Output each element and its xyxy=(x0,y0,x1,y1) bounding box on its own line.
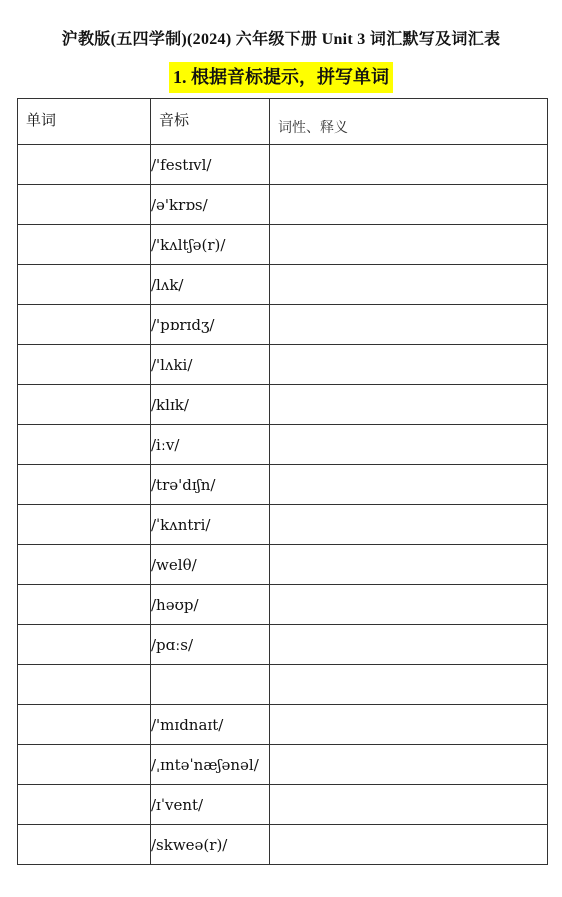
phonetic-cell: /'pɒrɪdʒ/ xyxy=(151,305,270,345)
table-row xyxy=(18,345,548,385)
phonetic-cell: /ˈkʌntri/ xyxy=(151,505,270,545)
document-title: 沪教版(五四学制)(2024) 六年级下册 Unit 3 词汇默写及词汇表 xyxy=(61,31,501,48)
phonetic-cell: /pɑːs/ xyxy=(151,625,270,665)
meaning-cell[interactable] xyxy=(270,425,548,465)
table-row xyxy=(18,785,548,825)
section-header xyxy=(0,62,562,93)
phonetic-cell: /ə'krɒs/ xyxy=(151,185,270,225)
table-row xyxy=(18,425,548,465)
header-phonetic: 音标 xyxy=(151,99,270,145)
meaning-cell[interactable] xyxy=(270,825,548,865)
phonetic-cell: /ˌɪntəˈnæʃənəl/ xyxy=(151,745,270,785)
meaning-cell[interactable] xyxy=(270,745,548,785)
meaning-cell[interactable] xyxy=(270,625,548,665)
table-row xyxy=(18,305,548,345)
meaning-cell[interactable] xyxy=(270,785,548,825)
word-cell[interactable] xyxy=(18,145,151,185)
word-cell[interactable] xyxy=(18,185,151,225)
table-row xyxy=(18,185,548,225)
table-row xyxy=(18,505,548,545)
word-cell[interactable] xyxy=(18,305,151,345)
table-header-row xyxy=(18,99,548,145)
table-row xyxy=(18,385,548,425)
header-meaning: 词性、释义 xyxy=(270,99,548,145)
meaning-cell[interactable] xyxy=(270,145,548,185)
word-cell[interactable] xyxy=(18,465,151,505)
word-cell[interactable] xyxy=(18,545,151,585)
table-row xyxy=(18,465,548,505)
header-word: 单词 xyxy=(18,99,151,145)
phonetic-cell: /'festɪvl/ xyxy=(151,145,270,185)
table-row xyxy=(18,665,548,705)
meaning-cell[interactable] xyxy=(270,665,548,705)
phonetic-cell: /skweə(r)/ xyxy=(151,825,270,865)
meaning-cell[interactable] xyxy=(270,705,548,745)
phonetic-cell xyxy=(151,665,270,705)
meaning-cell[interactable] xyxy=(270,585,548,625)
table-row xyxy=(18,145,548,185)
phonetic-cell: /həʊp/ xyxy=(151,585,270,625)
word-cell[interactable] xyxy=(18,425,151,465)
meaning-cell[interactable] xyxy=(270,545,548,585)
phonetic-cell: /ɪˈvent/ xyxy=(151,785,270,825)
meaning-cell[interactable] xyxy=(270,185,548,225)
vocabulary-table xyxy=(17,98,548,865)
word-cell[interactable] xyxy=(18,785,151,825)
word-cell[interactable] xyxy=(18,505,151,545)
phonetic-cell: /klɪk/ xyxy=(151,385,270,425)
phonetic-cell: /'lʌki/ xyxy=(151,345,270,385)
word-cell[interactable] xyxy=(18,665,151,705)
word-cell[interactable] xyxy=(18,225,151,265)
meaning-cell[interactable] xyxy=(270,385,548,425)
section-title: 1. 根据音标提示，拼写单词 xyxy=(169,62,393,93)
word-cell[interactable] xyxy=(18,265,151,305)
table-row xyxy=(18,265,548,305)
phonetic-cell: /'kʌltʃə(r)/ xyxy=(151,225,270,265)
table-row xyxy=(18,825,548,865)
table-row xyxy=(18,745,548,785)
phonetic-cell: /lʌk/ xyxy=(151,265,270,305)
table-row xyxy=(18,545,548,585)
phonetic-cell: /welθ/ xyxy=(151,545,270,585)
meaning-cell[interactable] xyxy=(270,265,548,305)
word-cell[interactable] xyxy=(18,625,151,665)
table-row xyxy=(18,625,548,665)
table-row xyxy=(18,585,548,625)
word-cell[interactable] xyxy=(18,705,151,745)
meaning-cell[interactable] xyxy=(270,305,548,345)
meaning-cell[interactable] xyxy=(270,465,548,505)
word-cell[interactable] xyxy=(18,345,151,385)
phonetic-cell: /'mɪdnaɪt/ xyxy=(151,705,270,745)
meaning-cell[interactable] xyxy=(270,505,548,545)
meaning-cell[interactable] xyxy=(270,345,548,385)
word-cell[interactable] xyxy=(18,585,151,625)
phonetic-cell: /iːv/ xyxy=(151,425,270,465)
phonetic-cell: /trə'dɪʃn/ xyxy=(151,465,270,505)
meaning-cell[interactable] xyxy=(270,225,548,265)
word-cell[interactable] xyxy=(18,385,151,425)
word-cell[interactable] xyxy=(18,745,151,785)
word-cell[interactable] xyxy=(18,825,151,865)
table-row xyxy=(18,225,548,265)
table-row xyxy=(18,705,548,745)
